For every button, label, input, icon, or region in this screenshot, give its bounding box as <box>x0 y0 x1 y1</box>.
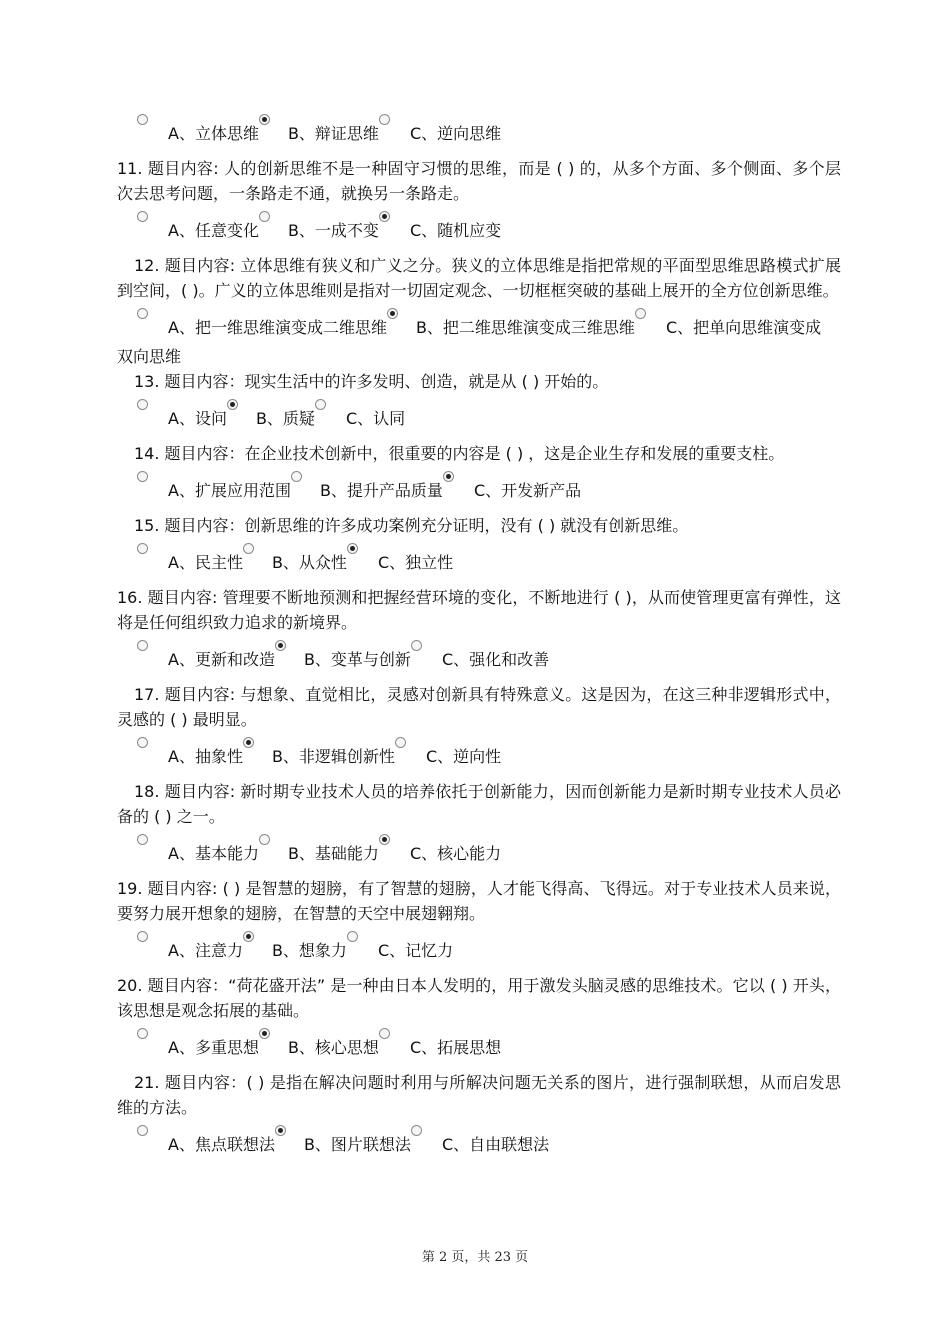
option-radio-q14-a[interactable] <box>137 471 148 482</box>
option-label: A、多重思想 <box>168 1038 259 1057</box>
option-radio-q14-b[interactable] <box>291 471 302 482</box>
option-label: A、注意力 <box>168 941 243 960</box>
option-radio-q19-a[interactable] <box>137 931 148 942</box>
option-radio-q17-b[interactable] <box>243 737 254 748</box>
option-radio-q20-c[interactable] <box>379 1028 390 1039</box>
option-label: B、一成不变 <box>287 221 379 240</box>
option-label: C、核心能力 <box>409 844 502 863</box>
option-radio-q21-b[interactable] <box>275 1125 286 1136</box>
option-label: A、立体思维 <box>168 124 259 143</box>
option-radio-q12-c[interactable] <box>635 308 646 319</box>
option-label: C、认同 <box>345 409 406 428</box>
question-21-options <box>117 1124 841 1157</box>
question-11-text: 11. 题目内容: 人的创新思维不是一种固守习惯的思维，而是 ( ) 的，从多个方面、多个侧面、多个层次去思考问题，一条路走不通，就换另一条路走。 <box>117 159 841 203</box>
option-label: B、图片联想法 <box>303 1135 411 1154</box>
option-label: C、随机应变 <box>409 221 502 240</box>
option-radio-q15-a[interactable] <box>137 543 148 554</box>
option-radio-q10-b[interactable] <box>259 114 270 125</box>
option-radio-q15-c[interactable] <box>347 543 358 554</box>
option-label: B、提升产品质量 <box>319 481 443 500</box>
option-label: A、基本能力 <box>168 844 259 863</box>
option-radio-q16-a[interactable] <box>137 640 148 651</box>
option-radio-q13-a[interactable] <box>137 399 148 410</box>
option-radio-q11-a[interactable] <box>137 211 148 222</box>
option-label: B、基础能力 <box>287 844 379 863</box>
option-radio-q21-a[interactable] <box>137 1125 148 1136</box>
option-label: A、更新和改造 <box>168 650 275 669</box>
option-radio-q17-c[interactable] <box>395 737 406 748</box>
option-radio-q10-a[interactable] <box>137 114 148 125</box>
option-label: A、焦点联想法 <box>168 1135 275 1154</box>
option-label: B、想象力 <box>271 941 347 960</box>
option-label: A、民主性 <box>168 553 243 572</box>
question-17-text: 17. 题目内容: 与想象、直觉相比，灵感对创新具有特殊意义。这是因为，在这三种非逻辑形式中，灵感的 ( ) 最明显。 <box>117 685 841 729</box>
question-14-text: 14. 题目内容：在企业技术创新中，很重要的内容是 ( ) ，这是企业生存和发展的重要支柱。 <box>134 444 785 463</box>
option-radio-q12-b[interactable] <box>387 308 398 319</box>
question-20-options <box>117 1027 841 1060</box>
option-label: A、任意变化 <box>168 221 259 240</box>
option-radio-q13-c[interactable] <box>315 399 326 410</box>
option-label: A、扩展应用范围 <box>168 481 291 500</box>
option-radio-q19-c[interactable] <box>347 931 358 942</box>
option-label: C、拓展思想 <box>409 1038 502 1057</box>
question-15-text: 15. 题目内容：创新思维的许多成功案例充分证明，没有 ( ) 就没有创新思维。 <box>134 516 689 535</box>
question-17-options <box>117 736 841 769</box>
option-radio-q19-b[interactable] <box>243 931 254 942</box>
option-label: B、质疑 <box>255 409 315 428</box>
question-21-text: 21. 题目内容：( ) 是指在解决问题时利用与所解决问题无关系的图片，进行强制联想，从而启发思维的方法。 <box>117 1073 841 1117</box>
option-label: B、从众性 <box>271 553 347 572</box>
option-label: B、非逻辑创新性 <box>271 747 395 766</box>
question-12-text: 12. 题目内容: 立体思维有狭义和广义之分。狭义的立体思维是指把常规的平面型思维思路模式扩展到空间，( )。广义的立体思维则是指对一切固定观念、一切框框突破的基础上展开的全方位创新思维。 <box>117 256 841 300</box>
option-label: B、变革与创新 <box>303 650 411 669</box>
question-13-options <box>117 398 841 431</box>
option-label: A、把一维思维演变成二维思维 <box>168 318 387 337</box>
page-footer: 第 2 页，共 23 页 <box>421 1250 529 1265</box>
option-radio-q20-b[interactable] <box>259 1028 270 1039</box>
question-13-text: 13. 题目内容：现实生活中的许多发明、创造，就是从 ( ) 开始的。 <box>134 372 609 391</box>
option-label: C、独立性 <box>377 553 454 572</box>
option-radio-q17-a[interactable] <box>137 737 148 748</box>
option-label: B、辩证思维 <box>287 124 379 143</box>
option-radio-q10-c[interactable] <box>379 114 390 125</box>
option-radio-q12-a[interactable] <box>137 308 148 319</box>
option-radio-q20-a[interactable] <box>137 1028 148 1039</box>
option-radio-q18-c[interactable] <box>379 834 390 845</box>
question-18-text: 18. 题目内容: 新时期专业技术人员的培养依托于创新能力，因而创新能力是新时期专业技术人员必备的 ( ) 之一。 <box>117 782 841 826</box>
option-radio-q11-c[interactable] <box>379 211 390 222</box>
option-label: B、核心思想 <box>287 1038 379 1057</box>
option-radio-q18-b[interactable] <box>259 834 270 845</box>
option-label: A、抽象性 <box>168 747 243 766</box>
question-19-options <box>117 930 841 963</box>
option-label: C、逆向思维 <box>409 124 502 143</box>
option-label: A、设问 <box>168 409 227 428</box>
question-15-options <box>117 542 841 575</box>
option-radio-q16-b[interactable] <box>275 640 286 651</box>
option-radio-q11-b[interactable] <box>259 211 270 222</box>
question-16-text: 16. 题目内容: 管理要不断地预测和把握经营环境的变化，不断地进行 ( )，从而使管理更富有弹性，这将是任何组织致力追求的新境界。 <box>117 588 841 632</box>
option-radio-q16-c[interactable] <box>411 640 422 651</box>
option-label: C、逆向性 <box>425 747 502 766</box>
option-radio-q21-c[interactable] <box>411 1125 422 1136</box>
question-12-options <box>117 307 841 340</box>
exam-document <box>117 108 841 1157</box>
option-label: C、强化和改善 <box>441 650 550 669</box>
question-19-text: 19. 题目内容: ( ) 是智慧的翅膀，有了智慧的翅膀，人才能飞得高、飞得远。对于专业技术人员来说，要努力展开想象的翅膀，在智慧的天空中展翅翱翔。 <box>117 879 841 923</box>
question-20-text: 20. 题目内容：“荷花盛开法” 是一种由日本人发明的，用于激发头脑灵感的思维技术。它以 ( ) 开头，该思想是观念拓展的基础。 <box>117 976 841 1020</box>
option-label: B、把二维思维演变成三维思维 <box>415 318 635 337</box>
question-10-options <box>117 113 841 146</box>
option-radio-q15-b[interactable] <box>243 543 254 554</box>
option-label: C、自由联想法 <box>441 1135 550 1154</box>
question-12-option-continuation: 双向思维 <box>117 347 182 366</box>
option-label: C、记忆力 <box>377 941 454 960</box>
question-14-options <box>117 470 841 503</box>
option-label: C、把单向思维演变成 <box>665 318 822 337</box>
question-18-options <box>117 833 841 866</box>
option-label: C、开发新产品 <box>473 481 582 500</box>
option-radio-q14-c[interactable] <box>443 471 454 482</box>
question-16-options <box>117 639 841 672</box>
option-radio-q18-a[interactable] <box>137 834 148 845</box>
option-radio-q13-b[interactable] <box>227 399 238 410</box>
question-11-options <box>117 210 841 243</box>
